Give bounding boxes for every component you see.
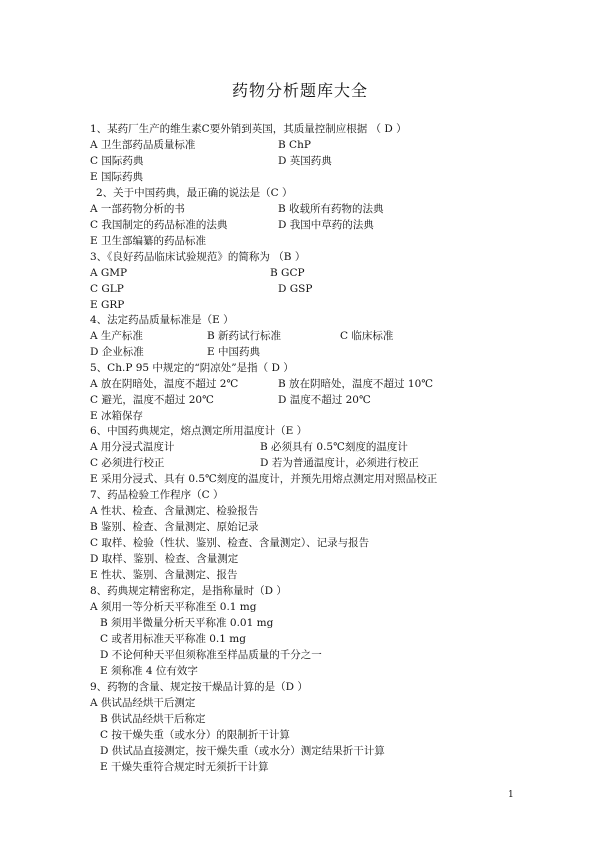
question-7-stem: 7、药品检验工作程序（C ）	[90, 489, 224, 501]
question-9-option-d: D 供试品直接测定，按干燥失重（或水分）测定结果折干计算	[100, 745, 385, 757]
question-7-option-c: C 取样、检验（性状、鉴别、检查、含量测定）、记录与报告	[90, 537, 370, 549]
question-9-option-e: E 干燥失重符合规定时无须折干计算	[100, 761, 269, 773]
question-8-option-b: B 须用半微量分析天平称准 0.01 mg	[100, 617, 274, 629]
question-4-option-a: A 生产标准	[90, 330, 143, 342]
question-5-option-c: C 避光，温度不超过 20℃	[90, 394, 214, 406]
page-title: 药物分析题库大全	[231, 81, 368, 100]
question-1-option-d: D 英国药典	[278, 155, 332, 167]
question-3-option-e: E GRP	[90, 299, 125, 311]
question-1-option-c: C 国际药典	[90, 155, 144, 167]
question-5-option-d: D 温度不超过 20℃	[278, 394, 371, 406]
question-3-option-d: D GSP	[278, 283, 313, 295]
question-9-option-a: A 供试品经烘干后测定	[90, 697, 196, 709]
question-7-option-b: B 鉴别、检查、含量测定、原始记录	[90, 521, 259, 533]
question-2-option-d: D 我国中草药的法典	[278, 219, 374, 231]
question-9-option-c: C 按干燥失重（或水分）的限制折干计算	[100, 729, 290, 741]
question-1-stem: 1、某药厂生产的维生素C要外销到英国，其质量控制应根据 （ D ）	[90, 123, 407, 135]
question-1-option-a: A 卫生部药品质量标准	[90, 139, 196, 151]
question-5-option-a: A 放在阴暗处，温度不超过 2℃	[90, 378, 239, 390]
question-9-option-b: B 供试品经烘干后称定	[100, 713, 206, 725]
question-4-stem: 4、法定药品质量标准是（E ）	[90, 314, 234, 326]
question-6-option-d: D 若为普通温度计，必须进行校正	[260, 457, 419, 469]
question-7-option-d: D 取样、鉴别、检查、含量测定	[90, 553, 239, 565]
question-5-option-e: E 冰箱保存	[90, 410, 144, 422]
question-4-option-b: B 新药试行标准	[207, 330, 282, 342]
question-7-option-a: A 性状、检查、含量测定、检验报告	[90, 505, 259, 517]
question-4-option-e: E 中国药典	[207, 346, 261, 358]
question-8-option-c: C 或者用标准天平称准 0.1 mg	[100, 633, 246, 645]
question-3-stem: 3、《良好药品临床试验规范》的简称为 （B ）	[90, 251, 306, 263]
question-1-option-b: B ChP	[278, 139, 311, 151]
question-6-option-b: B 必须具有 0.5℃刻度的温度计	[260, 441, 408, 453]
question-2-option-a: A 一部药物分析的书	[90, 203, 185, 215]
question-3-option-a: A GMP	[90, 267, 128, 279]
question-8-option-a: A 须用一等分析天平称准至 0.1 mg	[90, 601, 257, 613]
question-2-option-e: E 卫生部编纂的药品标准	[90, 235, 207, 247]
question-1-option-e: E 国际药典	[90, 171, 144, 183]
question-5-option-b: B 放在阴暗处，温度不超过 10℃	[278, 378, 433, 390]
question-4-option-d: D 企业标准	[90, 346, 144, 358]
question-2-option-b: B 收载所有药物的法典	[278, 203, 384, 215]
question-3-option-b: B GCP	[270, 267, 305, 279]
question-6-option-c: C 必须进行校正	[90, 457, 165, 469]
question-3-option-c: C GLP	[90, 283, 124, 295]
question-2-stem: 2、关于中国药典，最正确的说法是（C ）	[96, 187, 293, 199]
question-6-option-a: A 用分浸式温度计	[90, 441, 175, 453]
question-7-option-e: E 性状、鉴别、含量测定、报告	[90, 569, 238, 581]
question-8-option-d: D 不论何种天平但须称准至样品质量的千分之一	[100, 649, 322, 661]
page-number: 1	[508, 790, 514, 800]
question-5-stem: 5、Ch.P 95 中规定的“阴凉处”是指（ D ）	[90, 362, 294, 374]
question-4-option-c: C 临床标准	[340, 330, 394, 342]
question-2-option-c: C 我国制定的药品标准的法典	[90, 219, 228, 231]
question-9-stem: 9、药物的含量、规定按干燥品计算的是（D ）	[90, 681, 308, 693]
question-8-option-e: E 须称准 4 位有效字	[100, 665, 198, 677]
question-6-option-e: E 采用分浸式、具有 0.5℃刻度的温度计，并预先用熔点测定用对照品校正	[90, 473, 438, 485]
question-6-stem: 6、中国药典规定，熔点测定所用温度计（E ）	[90, 425, 308, 437]
question-8-stem: 8、药典规定精密称定，是指称量时（D ）	[90, 585, 287, 597]
